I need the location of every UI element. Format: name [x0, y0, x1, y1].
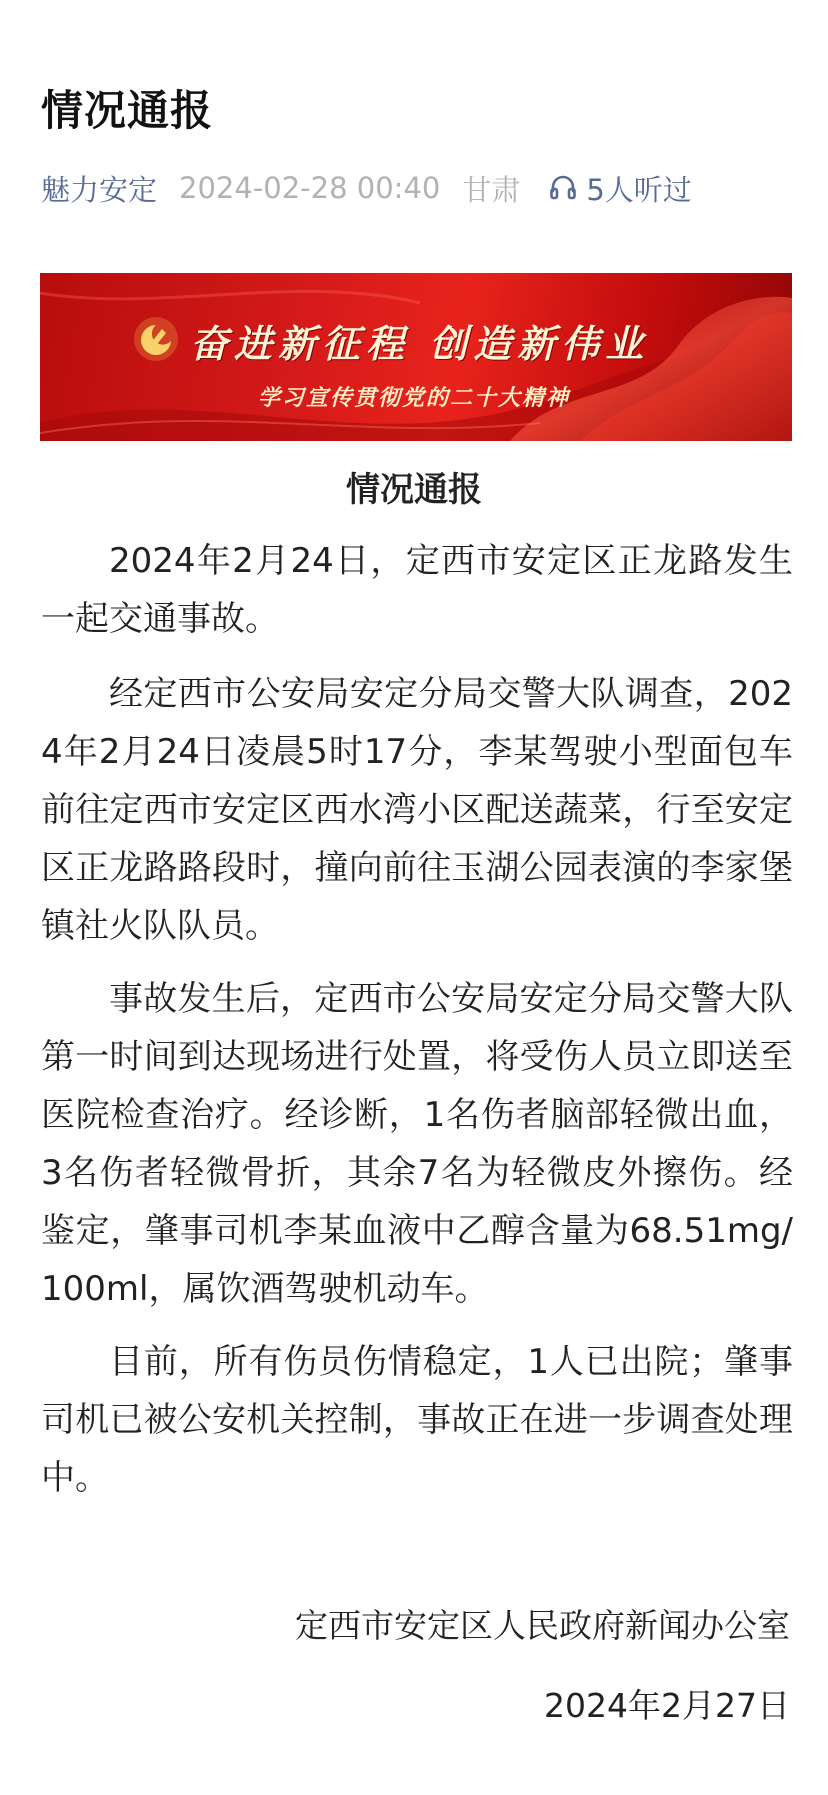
- paragraph-3: 事故发生后，定西市公安局安定分局交警大队第一时间到达现场进行处置，将受伤人员立即送至医院检查治疗。经诊断，1名伤者脑部轻微出血，3名伤者轻微骨折，其余7名为轻微皮外擦伤。经鉴定，肇事司机李某血液中乙醇含量为68.51mg/100ml，属饮酒驾驶机动车。: [41, 979, 793, 1309]
- publish-time: 2024-02-28 00:40: [179, 171, 441, 205]
- region-label: 甘肃: [462, 172, 521, 207]
- paragraph-4: 目前，所有伤员伤情稳定，1人已出院；肇事司机已被公安机关控制，事故正在进一步调查处理中。: [41, 1342, 793, 1498]
- article-meta: [41, 168, 692, 208]
- account-name-link[interactable]: 魅力安定: [41, 172, 158, 207]
- party-emblem-icon: [132, 315, 180, 363]
- body-heading: 情况通报: [346, 470, 482, 510]
- banner-subtitle: 学习宣传贯彻党的二十大精神: [258, 385, 571, 411]
- listen-button[interactable]: [548, 168, 691, 209]
- headphones-icon: [548, 173, 578, 203]
- paragraph-1: 2024年2月24日，定西市安定区正龙路发生一起交通事故。: [41, 541, 793, 639]
- article-title: 情况通报: [41, 86, 214, 135]
- article-banner-image: [40, 273, 792, 441]
- issuer-signature: 定西市安定区人民政府新闻办公室: [295, 1606, 790, 1645]
- paragraph-2: 经定西市公安局安定分局交警大队调查，2024年2月24日凌晨5时17分，李某驾驶小型面包车前往定西市安定区西水湾小区配送蔬菜，行至安定区正龙路路段时，撞向前往玉湖公园表演的李家堡镇社火队队员。: [41, 674, 793, 946]
- issue-date: 2024年2月27日: [544, 1686, 790, 1725]
- banner-slogan: 奋进新征程 创造新伟业: [190, 321, 650, 366]
- listen-count: 5人听过: [586, 172, 692, 207]
